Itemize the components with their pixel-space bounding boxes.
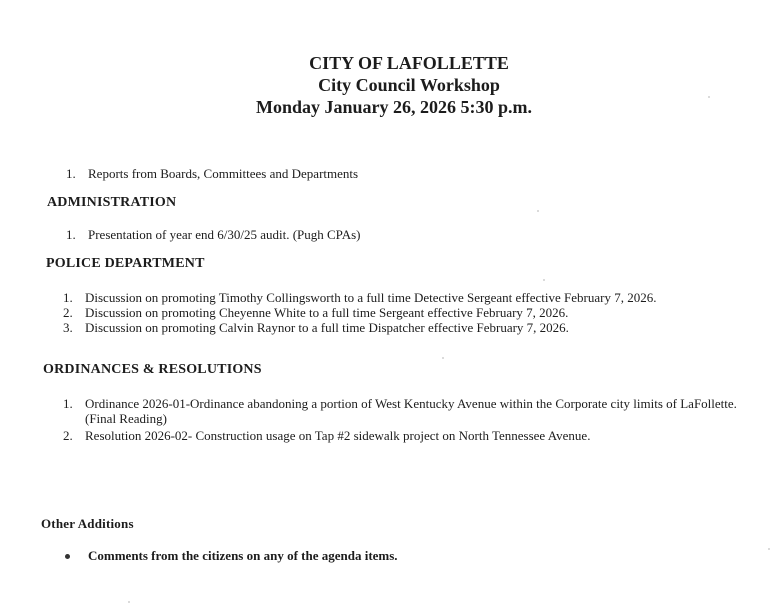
administration-item-1 xyxy=(66,227,361,243)
ordinances-item-1 xyxy=(63,396,737,412)
scan-speck xyxy=(708,96,710,98)
item-text: Discussion on promoting Timothy Collingsworth to a full time Detective Sergeant effective February 7, 2026. xyxy=(85,290,657,305)
scan-speck xyxy=(128,601,130,603)
ordinances-item-1-continuation: (Final Reading) xyxy=(85,411,167,426)
section-title-ordinances: ORDINANCES & RESOLUTIONS xyxy=(43,362,262,377)
bullet-icon xyxy=(65,554,70,559)
item-number: 2. xyxy=(63,428,73,443)
agenda-header xyxy=(0,52,778,118)
scan-speck xyxy=(442,357,444,359)
scan-speck xyxy=(537,210,539,212)
section-title-administration: ADMINISTRATION xyxy=(47,195,177,210)
section-title-police: POLICE DEPARTMENT xyxy=(46,256,205,271)
scan-speck xyxy=(768,548,770,550)
other-item-1: Comments from the citizens on any of the agenda items. xyxy=(88,548,398,563)
section-title-other: Other Additions xyxy=(41,516,134,531)
meeting-name: City Council Workshop xyxy=(318,75,500,95)
police-item-1 xyxy=(63,290,656,306)
item-number: 1. xyxy=(63,290,73,305)
item-text: Discussion on promoting Calvin Raynor to a full time Dispatcher effective February 7, 2026. xyxy=(85,320,569,335)
item-number: 3. xyxy=(63,320,73,335)
item-number: 1. xyxy=(66,166,76,181)
item-number: 1. xyxy=(63,396,73,411)
item-text: Reports from Boards, Committees and Departments xyxy=(88,166,359,181)
scan-speck xyxy=(543,279,545,281)
police-item-2 xyxy=(63,305,568,321)
item-text: Discussion on promoting Cheyenne White to a full time Sergeant effective February 7, 2026. xyxy=(85,305,569,320)
item-text: Ordinance 2026-01-Ordinance abandoning a portion of West Kentucky Avenue within the Corporate city limits of LaFollette. xyxy=(85,396,737,411)
item-number: 1. xyxy=(66,227,76,242)
police-item-3 xyxy=(63,320,569,336)
item-text: Presentation of year end 6/30/25 audit. (Pugh CPAs) xyxy=(88,227,361,242)
city-name: CITY OF LAFOLLETTE xyxy=(309,53,509,73)
ordinances-item-2 xyxy=(63,428,590,444)
item-number: 2. xyxy=(63,305,73,320)
reports-item-1 xyxy=(66,166,358,182)
meeting-datetime: Monday January 26, 2026 5:30 p.m. xyxy=(255,97,533,117)
item-text: Resolution 2026-02- Construction usage on Tap #2 sidewalk project on North Tennessee Avenue. xyxy=(85,428,591,443)
